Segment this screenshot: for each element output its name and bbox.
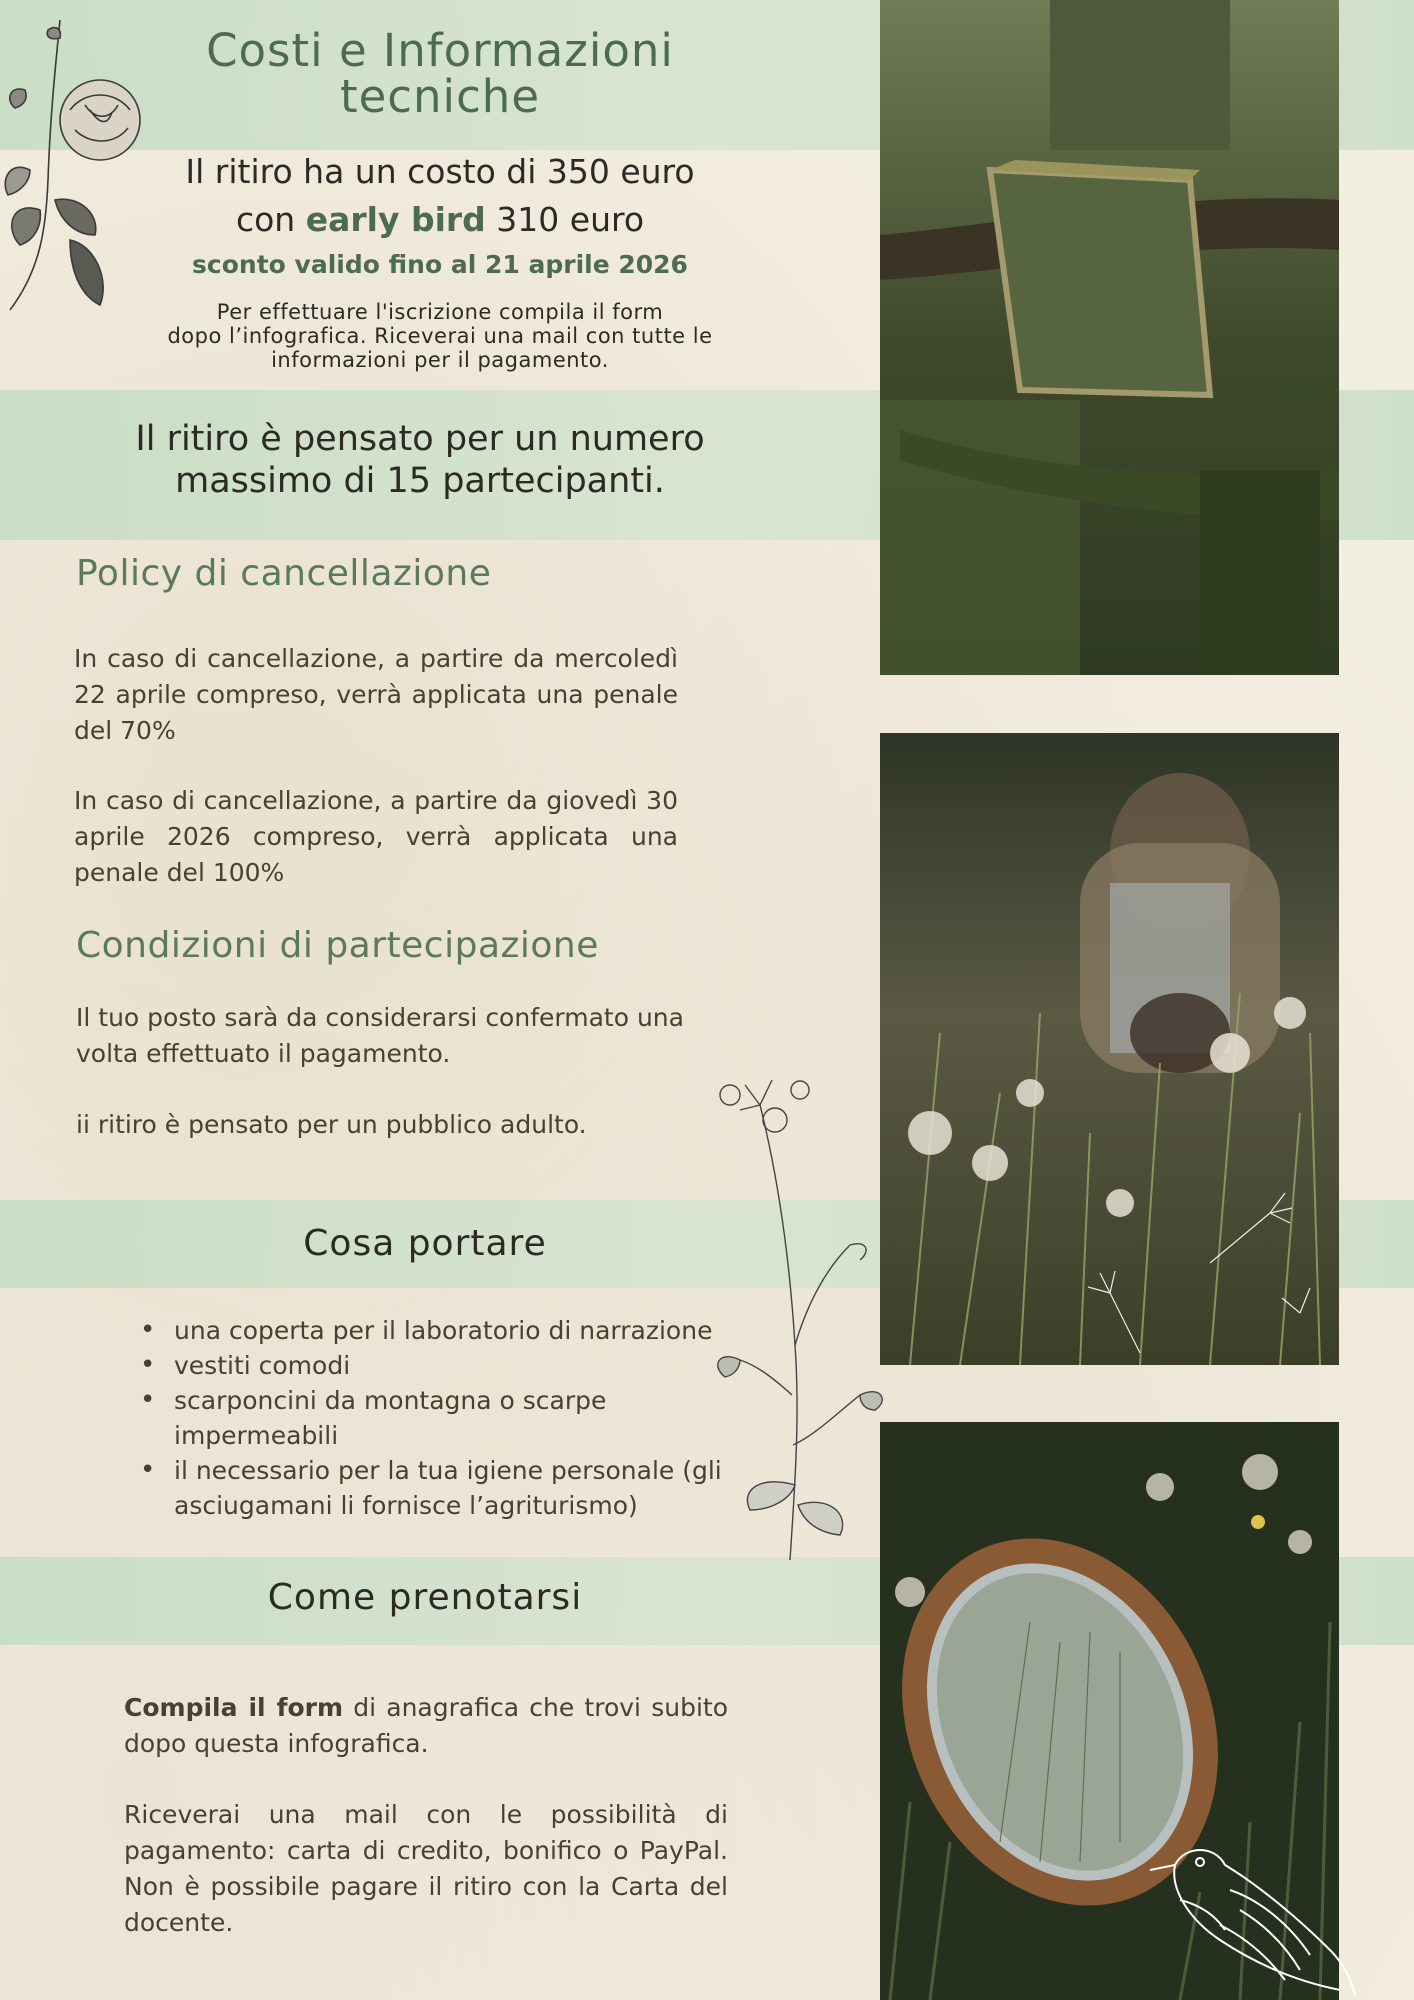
early-bird-label: early bird bbox=[305, 200, 486, 239]
capacity-line-1: Il ritiro è pensato per un numero bbox=[135, 419, 705, 459]
bring-heading: Cosa portare bbox=[303, 1223, 547, 1264]
booking-para-2: Riceverai una mail con le possibilità di pagamento: carta di credito, bonifico o PayPal. Non è possibile pagare il ritiro con la Carta del docente. bbox=[124, 1800, 728, 1937]
conditions-para-1: Il tuo posto sarà da considerarsi confermato una volta effettuato il pagamento. bbox=[76, 1003, 684, 1068]
list-item: • una coperta per il laboratorio di narrazione bbox=[140, 1313, 740, 1348]
conditions-para-2: ii ritiro è pensato per un pubblico adulto. bbox=[76, 1110, 587, 1139]
cancellation-para-2: In caso di cancellazione, a partire da giovedì 30 aprile 2026 compreso, verrà applicata una penale del 100% bbox=[74, 786, 678, 887]
enroll-line-3: informazioni per il pagamento. bbox=[271, 348, 609, 372]
moss-book-photo bbox=[880, 0, 1339, 675]
title-line-2: tecniche bbox=[339, 70, 541, 123]
list-item: • scarponcini da montagna o scarpe impermeabili bbox=[140, 1383, 740, 1453]
discount-note: sconto valido fino al 21 aprile 2026 bbox=[192, 250, 688, 279]
booking-heading: Come prenotarsi bbox=[267, 1577, 583, 1618]
list-item: • vestiti comodi bbox=[140, 1348, 740, 1383]
capacity-note bbox=[60, 418, 780, 502]
booking-para-1-rest: di anagrafica che trovi subito dopo questa infografica. bbox=[124, 1693, 728, 1758]
enroll-line-1: Per effettuare l'iscrizione compila il form bbox=[216, 300, 664, 324]
enroll-line-2: dopo l’infografica. Riceverai una mail con tutte le bbox=[167, 324, 713, 348]
bring-list bbox=[140, 1313, 740, 1523]
early-bird-price: 310 euro bbox=[485, 200, 645, 239]
conditions-heading: Condizioni di partecipazione bbox=[76, 925, 599, 966]
price-line-1: Il ritiro ha un costo di 350 euro bbox=[185, 152, 695, 191]
page-title bbox=[110, 24, 770, 123]
price-line-2 bbox=[100, 196, 780, 244]
price-block bbox=[100, 148, 780, 244]
cancellation-heading: Policy di cancellazione bbox=[76, 553, 492, 594]
title-line-1: Costi e Informazioni bbox=[206, 24, 674, 77]
price-prefix: con bbox=[235, 200, 306, 239]
capacity-line-2: massimo di 15 partecipanti. bbox=[175, 461, 665, 501]
fill-form-label: Compila il form bbox=[124, 1693, 343, 1722]
bird-illustration bbox=[1140, 1830, 1360, 2000]
cancellation-para-1: In caso di cancellazione, a partire da mercoledì 22 aprile compreso, verrà applicata una penale del 70% bbox=[74, 644, 678, 745]
booking-para-1 bbox=[124, 1690, 728, 1762]
meadow-photo bbox=[880, 733, 1339, 1365]
list-item: • il necessario per la tua igiene personale (gli asciugamani li fornisce l’agriturismo) bbox=[140, 1453, 740, 1523]
enroll-note bbox=[110, 300, 770, 372]
